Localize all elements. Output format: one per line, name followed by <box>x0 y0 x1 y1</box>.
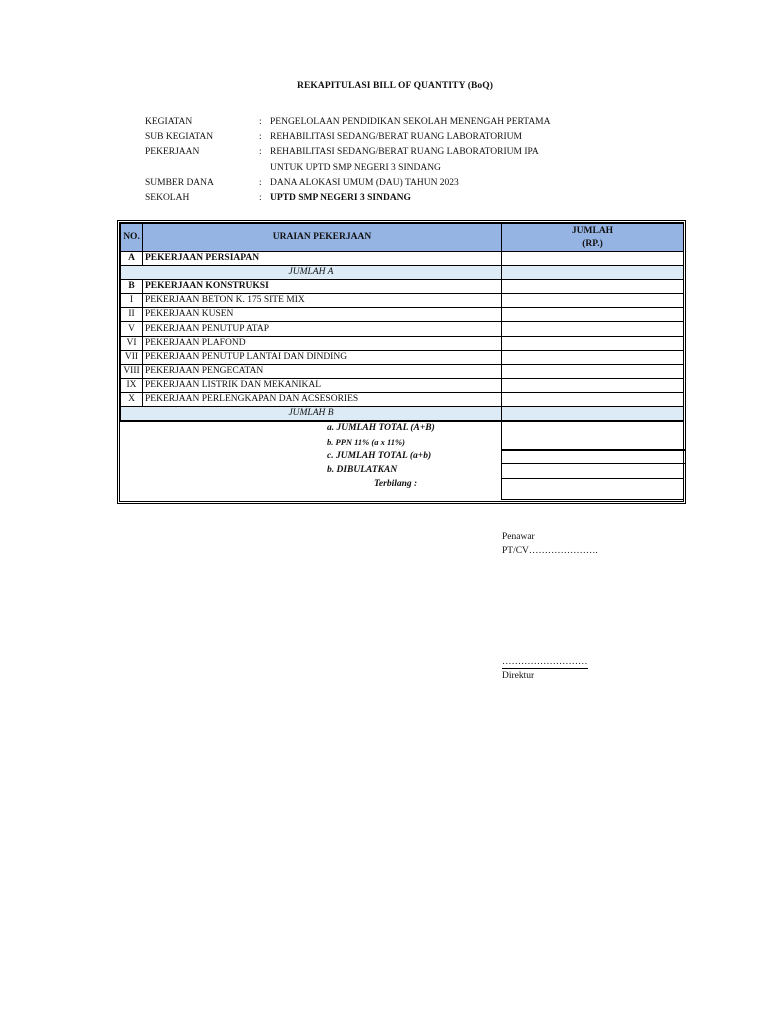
row-amount <box>502 266 684 280</box>
summary-amount-line <box>501 463 685 464</box>
info-value: DANA ALOKASI UMUM (DAU) TAHUN 2023 <box>270 177 459 188</box>
table-row <box>121 364 684 378</box>
row-amount <box>502 364 684 378</box>
document-title: REKAPITULASI BILL OF QUANTITY (BoQ) <box>297 81 493 91</box>
summary-total-ab2: c. JUMLAH TOTAL (a+b) <box>327 450 432 461</box>
table-row-subtotal-a <box>121 266 684 280</box>
signature-footer <box>502 656 588 683</box>
row-description: PEKERJAAN PENUTUP LANTAI DAN DINDING <box>143 350 502 364</box>
terbilang-box <box>501 478 684 500</box>
signature-name-line: ……………………… <box>502 657 588 667</box>
summary-block <box>120 421 683 503</box>
row-no: B <box>121 280 143 294</box>
info-label <box>145 161 259 176</box>
row-amount <box>502 378 684 392</box>
row-description: PEKERJAAN KUSEN <box>143 308 502 322</box>
info-row-sumber-dana <box>145 176 551 191</box>
info-label: SUB KEGIATAN <box>145 132 214 143</box>
row-no: X <box>121 392 143 406</box>
table-row <box>121 322 684 336</box>
info-label: KEGIATAN <box>145 117 193 127</box>
info-label: SEKOLAH <box>145 192 190 203</box>
info-colon: : <box>259 147 262 158</box>
row-amount <box>502 336 684 350</box>
row-no: V <box>121 322 143 336</box>
info-colon: : <box>259 192 262 203</box>
signature-header <box>502 531 598 558</box>
info-row-pekerjaan-cont <box>145 161 551 176</box>
row-amount <box>502 407 684 421</box>
subtotal-label: JUMLAH B <box>121 407 502 421</box>
header-amount-line2: (RP.) <box>582 238 603 249</box>
info-row-sekolah <box>145 191 551 206</box>
signature-position: Direktur <box>502 670 535 681</box>
table-row <box>121 308 684 322</box>
row-amount <box>502 392 684 406</box>
row-amount <box>502 252 684 266</box>
row-amount <box>502 308 684 322</box>
row-description: PEKERJAAN PERSIAPAN <box>143 252 502 266</box>
row-amount <box>502 322 684 336</box>
summary-labels <box>327 422 435 491</box>
summary-terbilang: Terbilang : <box>374 478 418 489</box>
table-header-row <box>121 224 684 252</box>
summary-rounded: b. DIBULATKAN <box>327 464 398 475</box>
table-row <box>121 294 684 308</box>
row-description: PEKERJAAN PERLENGKAPAN DAN ACSESORIES <box>143 392 502 406</box>
row-no: VIII <box>121 364 143 378</box>
row-no: A <box>121 252 143 266</box>
info-value: REHABILITASI SEDANG/BERAT RUANG LABORATORIUM <box>270 132 522 143</box>
row-no: VI <box>121 336 143 350</box>
row-amount <box>502 280 684 294</box>
row-description: PEKERJAAN BETON K. 175 SITE MIX <box>143 294 502 308</box>
row-description: PEKERJAAN PLAFOND <box>143 336 502 350</box>
info-value: PENGELOLAAN PENDIDIKAN SEKOLAH MENENGAH PERTAMA <box>270 117 551 127</box>
summary-total-ab: a. JUMLAH TOTAL (A+B) <box>327 423 435 434</box>
row-description: PEKERJAAN KONSTRUKSI <box>143 280 502 294</box>
header-amount-line1: JUMLAH <box>571 225 614 236</box>
table-row-section-b <box>121 280 684 294</box>
info-label: PEKERJAAN <box>145 147 200 158</box>
header-no: NO. <box>121 224 143 252</box>
signature-role: Penawar <box>502 532 535 542</box>
table-row <box>121 378 684 392</box>
info-colon: : <box>259 117 262 127</box>
info-label: SUMBER DANA <box>145 177 214 188</box>
table-row-subtotal-b <box>121 407 684 421</box>
signature-company: PT/CV…………………. <box>502 545 598 556</box>
info-value: UPTD SMP NEGERI 3 SINDANG <box>270 192 411 203</box>
row-description: PEKERJAAN PENUTUP ATAP <box>143 322 502 336</box>
row-amount <box>502 350 684 364</box>
info-colon: : <box>259 177 262 188</box>
info-row-kegiatan <box>145 115 551 130</box>
row-description: PEKERJAAN PENGECATAN <box>143 364 502 378</box>
table-row <box>121 392 684 406</box>
header-description: URAIAN PEKERJAAN <box>143 224 502 252</box>
boq-table-frame <box>117 220 686 504</box>
info-value: UNTUK UPTD SMP NEGERI 3 SINDANG <box>270 162 441 173</box>
info-value: REHABILITASI SEDANG/BERAT RUANG LABORATORIUM IPA <box>270 147 539 158</box>
summary-ppn: b. PPN 11% (a x 11%) <box>327 437 405 448</box>
project-info <box>145 115 551 206</box>
table-row-section-a <box>121 252 684 266</box>
row-no: IX <box>121 378 143 392</box>
row-amount <box>502 294 684 308</box>
boq-table <box>120 223 684 421</box>
table-row <box>121 350 684 364</box>
info-row-pekerjaan <box>145 145 551 160</box>
row-no: II <box>121 308 143 322</box>
row-no: I <box>121 294 143 308</box>
info-colon: : <box>259 132 262 143</box>
header-amount <box>502 224 684 252</box>
summary-amount-line <box>501 449 685 451</box>
row-description: PEKERJAAN LISTRIK DAN MEKANIKAL <box>143 378 502 392</box>
table-row <box>121 336 684 350</box>
info-colon <box>259 161 270 176</box>
row-no: VII <box>121 350 143 364</box>
info-row-sub-kegiatan <box>145 130 551 145</box>
subtotal-label: JUMLAH A <box>121 266 502 280</box>
